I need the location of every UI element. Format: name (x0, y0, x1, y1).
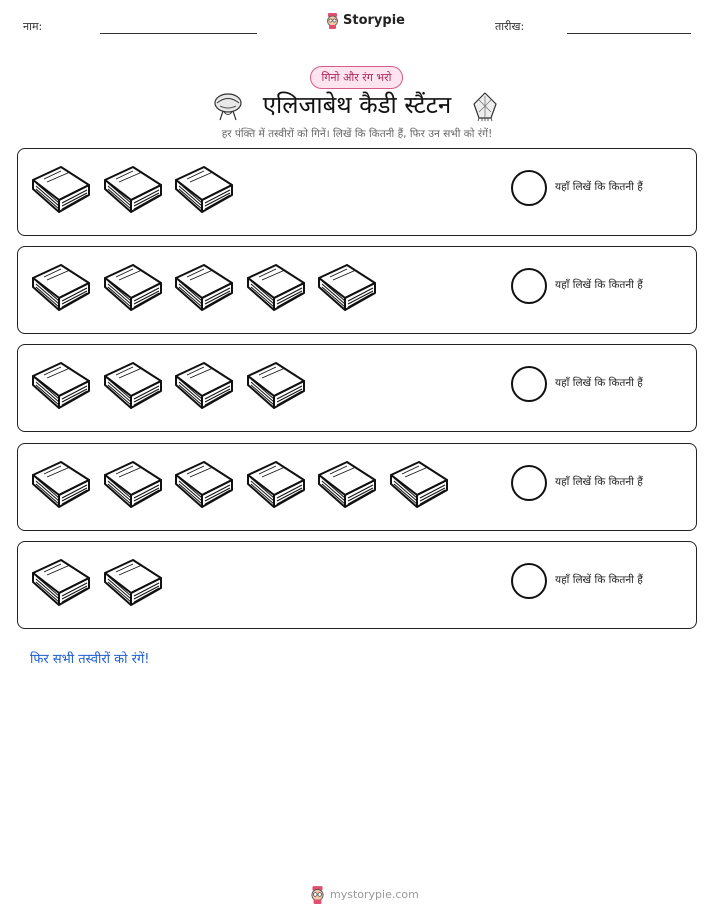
book-icon (30, 457, 92, 513)
answer-label: यहाँ लिखें कि कितनी हैं (555, 574, 643, 586)
counting-row (17, 246, 697, 334)
answer-label: यहाँ लिखें कि कितनी हैं (555, 181, 643, 193)
answer-circle[interactable] (511, 465, 547, 501)
activity-badge: गिनो और रंग भरो (310, 66, 403, 89)
book-icon (30, 162, 92, 218)
book-group (30, 260, 388, 316)
instructions: हर पंक्ति में तस्वीरों को गिनें। लिखें कि कितनी हैं, फिर उन सभी को रंगें! (221, 128, 493, 140)
book-group (30, 358, 316, 414)
book-group (30, 555, 173, 611)
counting-row (17, 148, 697, 236)
page-title: एलिजाबेथ कैडी स्टैंटन (262, 91, 452, 119)
book-icon (30, 555, 92, 611)
book-group (30, 457, 459, 513)
book-icon (30, 358, 92, 414)
answer-circle[interactable] (511, 170, 547, 206)
footer-url: mystorypie.com (330, 888, 419, 901)
book-icon (102, 358, 164, 414)
book-icon (316, 457, 378, 513)
book-icon (173, 162, 235, 218)
date-label: तारीख: (495, 20, 525, 33)
book-icon (102, 260, 164, 316)
book-icon (102, 162, 164, 218)
storypie-mascot-icon (309, 885, 326, 904)
brand-name: Storypie (343, 13, 405, 28)
book-icon (173, 358, 235, 414)
answer-label: यहाँ लिखें कि कितनी हैं (555, 377, 643, 389)
answer-circle[interactable] (511, 563, 547, 599)
answer-label: यहाँ लिखें कि कितनी हैं (555, 279, 643, 291)
storypie-mascot-icon (325, 12, 340, 29)
book-group (30, 162, 245, 218)
book-icon (30, 260, 92, 316)
book-icon (245, 457, 307, 513)
book-icon (102, 555, 164, 611)
book-icon (102, 457, 164, 513)
book-icon (245, 260, 307, 316)
answer-label: यहाँ लिखें कि कितनी हैं (555, 476, 643, 488)
counting-row (17, 344, 697, 432)
book-icon (245, 358, 307, 414)
book-icon (316, 260, 378, 316)
name-field-line[interactable] (100, 33, 257, 34)
coloring-note: फिर सभी तस्वीरों को रंगें! (30, 652, 150, 667)
brand-logo (325, 12, 405, 29)
shawl-icon (469, 90, 501, 122)
book-icon (388, 457, 450, 513)
name-label: नाम: (23, 20, 43, 33)
answer-circle[interactable] (511, 268, 547, 304)
book-icon (173, 457, 235, 513)
book-icon (173, 260, 235, 316)
footer (309, 885, 419, 904)
date-field-line[interactable] (567, 33, 691, 34)
counting-row (17, 541, 697, 629)
counting-row (17, 443, 697, 531)
answer-circle[interactable] (511, 366, 547, 402)
